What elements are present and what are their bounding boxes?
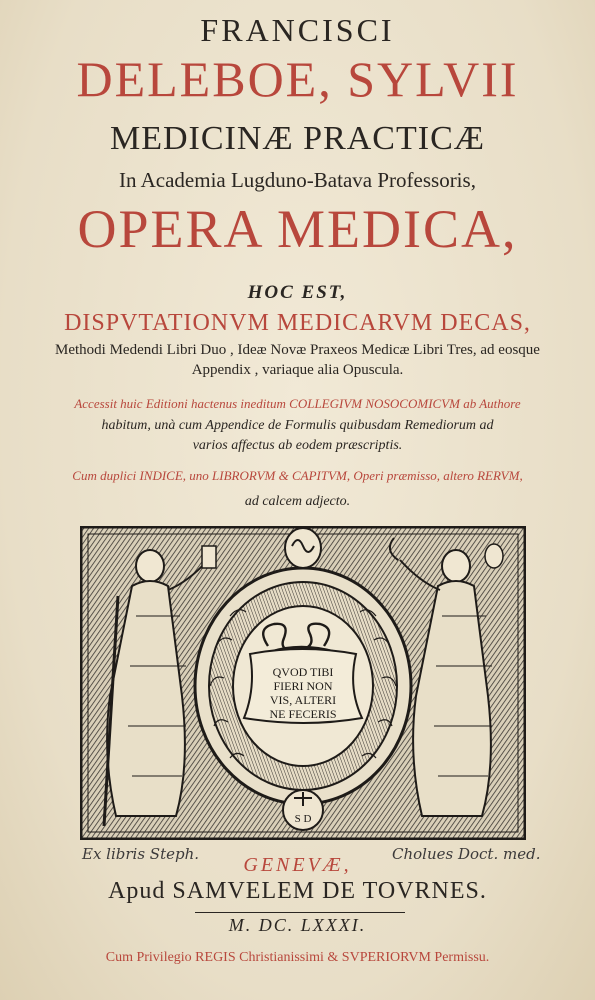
contents-line-1: Methodi Medendi Libri Duo , Ideæ Novæ Praxeos Medicæ Libri Tres, ad eosque bbox=[55, 342, 540, 358]
motto-line-4: NE FECERIS bbox=[269, 707, 337, 721]
author-surname: DELEBOE, SYLVII bbox=[76, 51, 519, 107]
author-first-name: FRANCISCI bbox=[200, 12, 395, 48]
motto-line-3: VIS, ALTERI bbox=[269, 693, 337, 707]
accessit-line-1: Accessit huic Editioni hactenus ineditum COLLEGIVM NOSOCOMICVM ab Authore bbox=[74, 396, 521, 411]
indices-line-1: Cum duplici INDICE, uno LIBRORVM & CAPITVM, Operi præmisso, altero RERVM, bbox=[72, 468, 523, 483]
ownership-inscription-left: Ex libris Steph. bbox=[82, 845, 200, 863]
imprint-date: M. DC. LXXXI. bbox=[228, 915, 367, 935]
motto-line-1: QVOD TIBI bbox=[272, 665, 334, 679]
imprint-place: GENEVÆ, bbox=[243, 854, 352, 876]
imprint-privilege: Cum Privilegio REGIS Christianissimi & SVPERIORVM Permissu. bbox=[105, 950, 490, 965]
accessit-line-2: habitum, unà cum Appendice de Formulis quibusdam Remediorum ad bbox=[101, 418, 494, 433]
accessit-line-3: varios affectus ab eodem præscriptis. bbox=[192, 438, 403, 453]
imprint-publisher: Apud SAMVELEM DE TOVRNES. bbox=[108, 878, 487, 904]
author-title: MEDICINÆ PRACTICÆ bbox=[110, 120, 485, 157]
author-affiliation: In Academia Lugduno-Batava Professoris, bbox=[119, 168, 476, 192]
contents-line-2: Appendix , variaque alia Opuscula. bbox=[191, 362, 404, 378]
printers-device-woodcut bbox=[80, 526, 526, 840]
seal-monogram: S D bbox=[294, 813, 312, 825]
ownership-inscription-right: Cholues Doct. med. bbox=[392, 845, 541, 863]
motto-line-2: FIERI NON bbox=[273, 679, 333, 693]
main-title: OPERA MEDICA, bbox=[77, 199, 518, 259]
subtitle-decas: DISPVTATIONVM MEDICARVM DECAS, bbox=[64, 310, 531, 336]
indices-line-2: ad calcem adjecto. bbox=[244, 494, 351, 509]
hoc-est: HOC EST, bbox=[247, 282, 348, 303]
date-rule bbox=[195, 912, 405, 913]
